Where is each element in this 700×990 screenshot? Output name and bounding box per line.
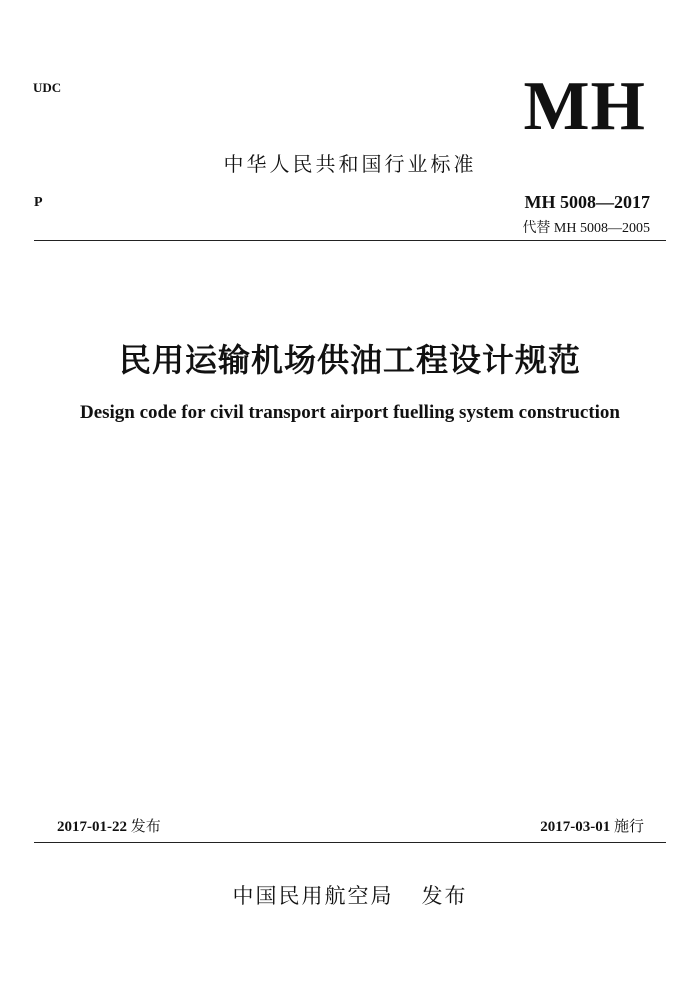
bottom-divider — [34, 842, 666, 843]
issuer-line — [0, 880, 700, 910]
classification-code: P — [34, 195, 43, 210]
document-title-english: Design code for civil transport airport fuelling system construction — [79, 402, 621, 423]
udc-label: UDC — [33, 80, 62, 95]
standard-type-heading — [0, 148, 700, 177]
issue-date-value: 2017-01-22 — [57, 819, 127, 835]
issuer-action: 发布 — [421, 884, 468, 908]
mh-logo: MH — [523, 68, 646, 145]
issue-date-label: 发布 — [130, 817, 161, 835]
effective-date-label: 施行 — [613, 817, 644, 835]
issue-date — [57, 815, 161, 836]
standard-number: MH 5008—2017 — [524, 192, 650, 212]
top-divider — [34, 240, 666, 241]
effective-date — [540, 815, 644, 836]
standard-type-text: 中华人民共和国行业标准 — [223, 152, 477, 176]
document-title-chinese: 民用运输机场供油工程设计规范 — [118, 341, 581, 379]
effective-date-value: 2017-03-01 — [540, 819, 611, 835]
issuer-name: 中国民用航空局 — [232, 884, 394, 908]
replaces-standard: 代替 MH 5008—2005 — [522, 221, 650, 236]
